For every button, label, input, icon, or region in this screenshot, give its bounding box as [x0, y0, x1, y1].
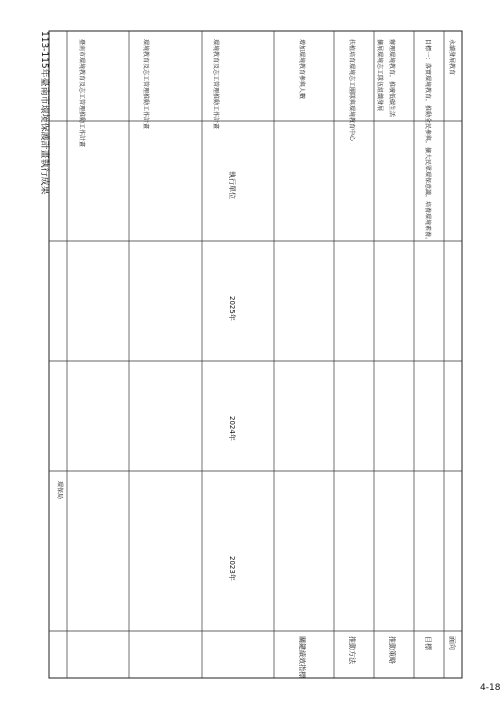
page-number: 4-18	[480, 683, 500, 693]
plan-2024: 環境教育及志工管理推動工作計畫	[142, 39, 149, 130]
plan-2025: 臺南市環境教育及志工管理推動工作計畫	[78, 39, 85, 148]
goal-label: 目標一：落實環境教育，推動全民參與，擴大民眾環保意識，培養環境素養。	[424, 39, 431, 244]
area-label: 永續發展教育	[448, 39, 455, 76]
plan-2023: 環境教育及志工管理推動工作計畫	[212, 39, 219, 130]
executor-value: 環保局	[56, 481, 63, 500]
strategy-1: 辦理環境教育，推廣低碳生活	[388, 39, 395, 118]
table-border	[49, 31, 462, 678]
header-2024: 2024年	[228, 416, 236, 441]
header-area: 面向	[448, 636, 456, 650]
grid-lines	[49, 31, 462, 678]
header-executor: 執行單位	[228, 171, 236, 199]
method-1: 扶植培育環境志工團隊與環境教育中心	[348, 39, 355, 142]
kpi-1: 增加環境教育參與人數	[298, 39, 305, 100]
header-2025: 2025年	[228, 296, 236, 321]
header-2023: 2023年	[228, 556, 236, 581]
header-strategy: 推動策略	[388, 636, 396, 664]
page-title: 113-115年臺南市環境保護計畫執行成果	[39, 31, 49, 195]
header-method: 推動方法	[348, 636, 356, 664]
header-kpi: 關鍵績效指標	[298, 636, 306, 678]
header-goal: 目標	[424, 636, 432, 650]
strategy-2: 擴展環境志工隊伍組織發展	[376, 39, 383, 112]
